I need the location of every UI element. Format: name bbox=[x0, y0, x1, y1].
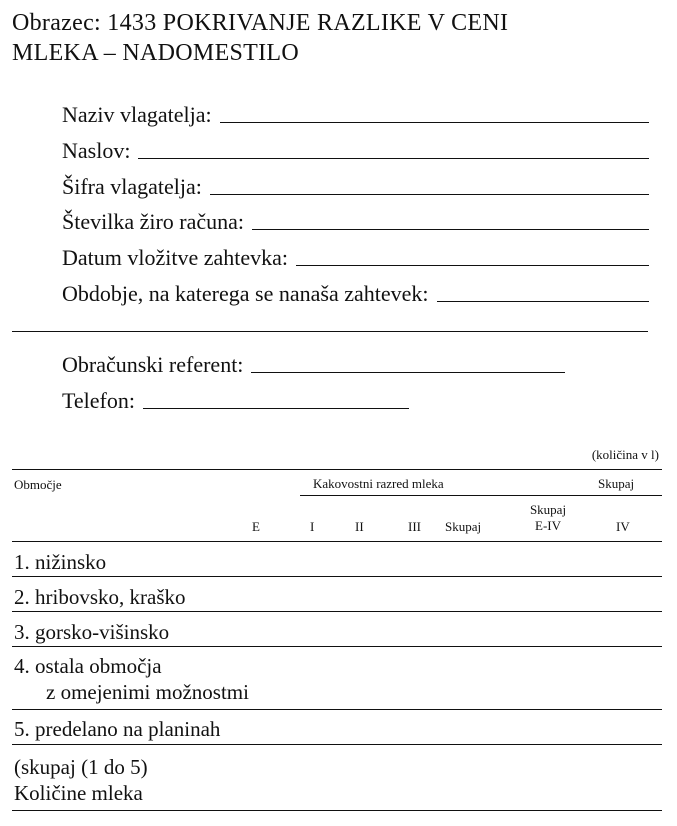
applicant-code-blank[interactable] bbox=[210, 194, 649, 195]
phone-field[interactable] bbox=[62, 386, 409, 414]
row-rule bbox=[12, 576, 662, 577]
row-label-continuation: z omejenimi možnostmi bbox=[46, 680, 249, 704]
form-title-line-1: Obrazec: 1433 POKRIVANJE RAZLIKE V CENI bbox=[12, 10, 509, 36]
period-continuation-blank[interactable] bbox=[12, 331, 648, 332]
table-row bbox=[14, 549, 106, 575]
table-row bbox=[14, 653, 249, 705]
row-label: 3. gorsko-višinsko bbox=[14, 620, 170, 644]
table-row bbox=[14, 619, 169, 645]
period-blank[interactable] bbox=[437, 301, 650, 302]
column-iii-header: III bbox=[408, 519, 421, 534]
applicant-name-blank[interactable] bbox=[220, 122, 649, 123]
group-header-rule bbox=[300, 495, 662, 496]
total-group-header: Skupaj bbox=[598, 476, 635, 491]
row-label: 5. predelano na planinah bbox=[14, 717, 221, 741]
submission-date-label: Datum vložitve zahtevka: bbox=[62, 245, 289, 270]
account-number-field[interactable] bbox=[62, 207, 649, 235]
row-label: (skupaj (1 do 5) bbox=[14, 755, 148, 779]
phone-label: Telefon: bbox=[62, 388, 135, 413]
applicant-name-field[interactable] bbox=[62, 100, 649, 128]
column-skupaj-e-iv-line-2: E-IV bbox=[535, 518, 561, 533]
column-iv-header: IV bbox=[616, 519, 630, 534]
address-label: Naslov: bbox=[62, 138, 131, 163]
applicant-name-label: Naziv vlagatelja: bbox=[62, 102, 212, 127]
row-rule bbox=[12, 744, 662, 745]
row-label: 1. nižinsko bbox=[14, 550, 107, 574]
table-row bbox=[14, 754, 148, 806]
referent-blank[interactable] bbox=[251, 372, 565, 373]
applicant-code-field[interactable] bbox=[62, 172, 649, 200]
table-bottom-rule bbox=[12, 810, 662, 811]
row-label-continuation: Količine mleka bbox=[14, 781, 143, 805]
address-field[interactable] bbox=[62, 136, 649, 164]
account-number-label: Številka žiro računa: bbox=[62, 209, 245, 234]
table-top-rule bbox=[12, 469, 662, 470]
applicant-code-label: Šifra vlagatelja: bbox=[62, 174, 202, 199]
quality-class-group-header: Kakovostni razred mleka bbox=[313, 476, 444, 491]
phone-blank[interactable] bbox=[143, 408, 409, 409]
period-label: Obdobje, na katerega se nanaša zahtevek: bbox=[62, 281, 429, 306]
form-title bbox=[12, 8, 508, 68]
address-blank[interactable] bbox=[138, 158, 649, 159]
column-skupaj-header: Skupaj bbox=[445, 519, 482, 534]
column-area-header: Območje bbox=[14, 477, 62, 492]
row-rule bbox=[12, 611, 662, 612]
column-ii-header: II bbox=[355, 519, 364, 534]
row-rule bbox=[12, 646, 662, 647]
table-row bbox=[14, 584, 186, 610]
submission-date-field[interactable] bbox=[62, 243, 649, 271]
unit-note: (količina v l) bbox=[591, 447, 659, 462]
row-rule bbox=[12, 709, 662, 710]
header-bottom-rule bbox=[12, 541, 662, 542]
submission-date-blank[interactable] bbox=[296, 265, 649, 266]
column-skupaj-e-iv-line-1: Skupaj bbox=[529, 502, 567, 517]
table-row bbox=[14, 716, 220, 742]
period-field[interactable] bbox=[62, 279, 649, 307]
row-label: 4. ostala območja bbox=[14, 654, 162, 678]
column-e-header: E bbox=[252, 519, 260, 534]
form-title-line-2: MLEKA – NADOMESTILO bbox=[12, 40, 300, 66]
referent-field[interactable] bbox=[62, 350, 565, 378]
column-skupaj-e-iv-header bbox=[520, 502, 576, 534]
referent-label: Obračunski referent: bbox=[62, 352, 244, 377]
column-i-header: I bbox=[310, 519, 315, 534]
row-label: 2. hribovsko, kraško bbox=[14, 585, 186, 609]
account-number-blank[interactable] bbox=[252, 229, 649, 230]
